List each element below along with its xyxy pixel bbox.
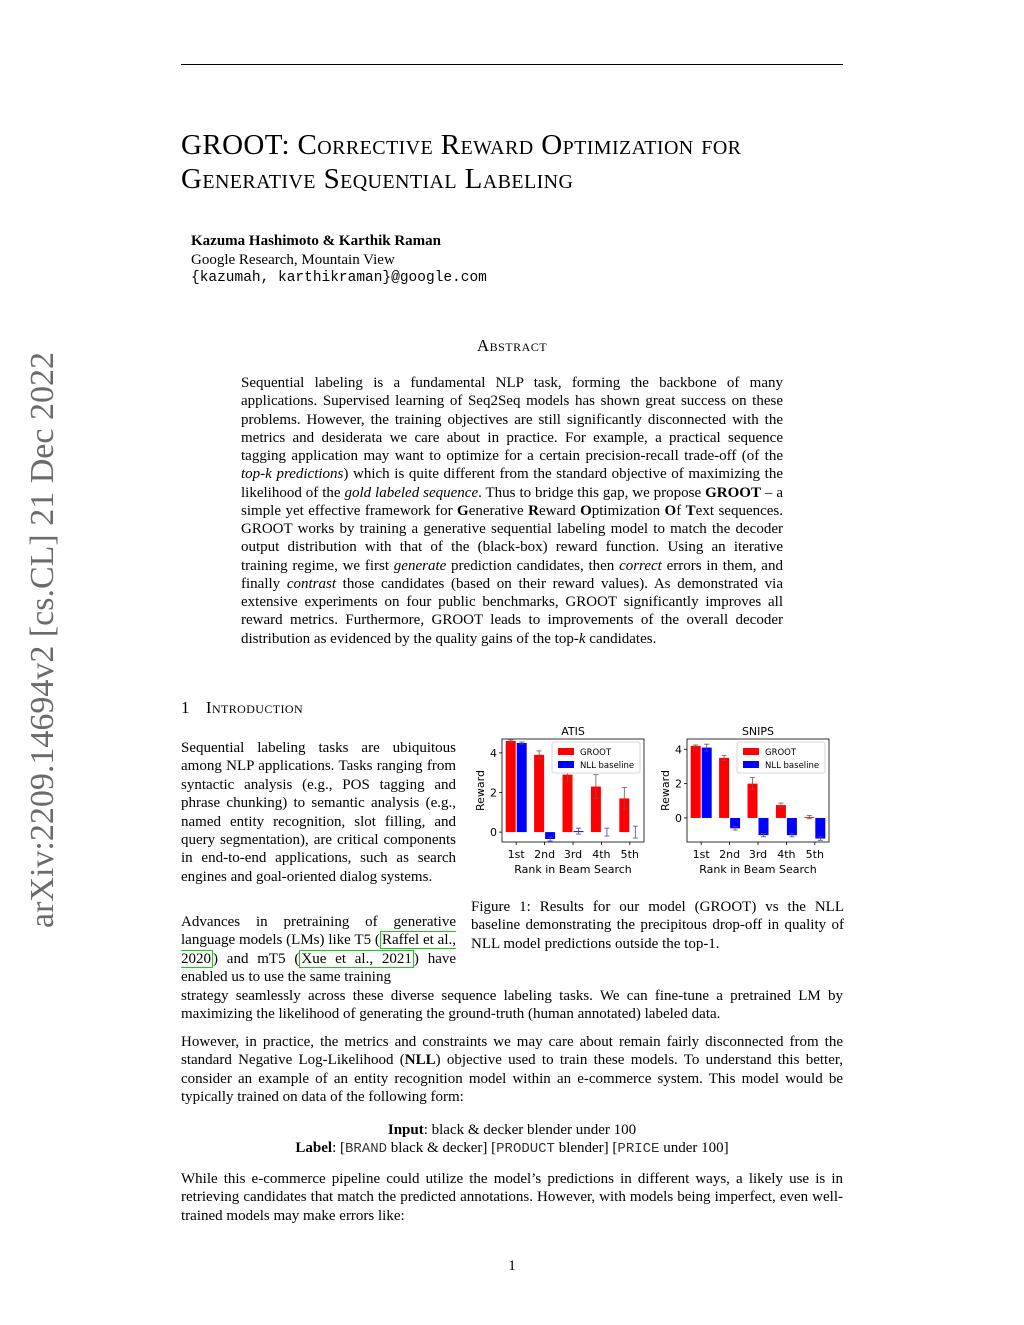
example-input <box>181 1121 843 1139</box>
y-tick-label: 2 <box>675 777 682 791</box>
abstract-body <box>241 374 783 648</box>
chart-snips-svg <box>655 722 841 890</box>
y-axis-label: Reward <box>659 770 672 811</box>
intro-paragraph-4: While this e-commerce pipeline could utilize the model’s predictions in different ways, a likely use is in retrieving candidates that match the predicted annotations. However, with models being imperfect, even well-trained models may make errors like: <box>181 1171 843 1224</box>
intro-paragraph-3 <box>181 1033 843 1107</box>
abstract-text: f <box>676 502 686 519</box>
label-label: Label <box>295 1140 333 1157</box>
y-tick-label: 0 <box>675 811 682 825</box>
legend-label: GROOT <box>580 748 612 758</box>
intro-text: ) have enabled us to use the same training <box>181 950 457 986</box>
legend-swatch <box>558 761 574 768</box>
x-tick-label: 1st <box>692 848 710 861</box>
label-text: blender] [ <box>554 1140 618 1157</box>
abstract-text: ext sequences. GROOT works by training a generative sequential labeling model to match the decoder output distribution with that of the (black-box) reward function. Using an iterative training regime, we first <box>241 502 783 574</box>
abstract-text: . Thus to bridge this gap, we propose <box>478 484 706 501</box>
y-tick-label: 4 <box>490 746 497 760</box>
figure-caption: Figure 1: Results for our model (GROOT) vs the NLL baseline demonstrating the precipitous drop-off in quality of NLL model predictions outside the top-1. <box>471 899 844 952</box>
chart-title: SNIPS <box>741 725 775 738</box>
author-email[interactable]: {kazumah, karthikraman}@google.com <box>191 270 487 286</box>
x-tick-label: 5th <box>805 848 824 861</box>
y-tick-label: 4 <box>675 743 682 757</box>
bar-groot <box>691 746 701 818</box>
page-number: 1 <box>508 1258 516 1274</box>
bar-groot <box>534 755 544 832</box>
abstract-bold: GROOT <box>705 484 761 501</box>
abstract-text: enerative <box>468 502 529 519</box>
x-tick-label: 2nd <box>719 848 741 861</box>
abstract-bold: R <box>528 502 539 519</box>
bar-groot <box>719 758 729 818</box>
abstract-bold: O <box>664 502 677 519</box>
bar-nll-baseline <box>815 818 825 839</box>
abstract-emphasis: gold labeled sequence <box>344 484 479 501</box>
paper-title <box>181 128 861 196</box>
label-tag: PRICE <box>617 1141 660 1158</box>
intro-text: However, in practice, the metrics and constraints we may care about remain fairly disconnected from the standard Negative Log-Likelihood ( <box>181 1034 843 1069</box>
abstract-emphasis: correct <box>619 557 662 574</box>
abstract-text: eward <box>538 502 581 519</box>
chart-atis-svg <box>470 722 656 890</box>
legend-label: GROOT <box>765 748 797 758</box>
example-label <box>181 1139 843 1158</box>
intro-paragraph-2 <box>181 913 456 987</box>
y-tick-label: 2 <box>490 786 497 800</box>
arxiv-stamp: arXiv:2209.14694v2 [cs.CL] 21 Dec 2022 <box>24 352 61 929</box>
x-tick-label: 2nd <box>534 848 556 861</box>
legend-label: NLL baseline <box>765 761 820 771</box>
chart-atis <box>470 722 656 890</box>
title-line-1: GROOT: Corrective Reward Optimization for <box>181 129 742 161</box>
intro-text: ) objective used to train these models. To understand this better, consider an example of an entity recognition model within an e-commerce system. This model would be typically trained on data of the following form: <box>181 1052 843 1106</box>
abstract-text: ) which is quite different from the standard objective of maximizing the likelihood of the <box>241 466 783 501</box>
abstract-text: candidates. <box>585 630 657 647</box>
bar-nll-baseline <box>702 748 712 818</box>
top-rule <box>181 64 843 65</box>
intro-text: Advances in pretraining of generative language models (LMs) like T5 ( <box>181 914 456 949</box>
bar-groot <box>563 775 573 832</box>
label-text: under 100] <box>659 1140 729 1157</box>
abstract-emphasis: top-k predictions <box>241 466 344 483</box>
section-number: 1 <box>181 698 190 717</box>
abstract-bold: O <box>580 502 592 519</box>
abstract-text: errors in them, and finally <box>241 557 783 592</box>
example-block <box>181 1121 843 1159</box>
abstract-text: Sequential labeling is a fundamental NLP task, forming the backbone of many applications. Supervised learning of Seq2Seq models has shown great success on these problems. However, the training objectives are still significantly disconnected with the metrics and desiderata we care about in practice. For example, a practical sequence tagging application may want to optimize for a certain precision-recall trade-off (of the <box>241 375 783 464</box>
abstract-emphasis: k <box>578 630 586 647</box>
x-tick-label: 3rd <box>563 848 583 861</box>
author-block <box>191 232 487 288</box>
legend-swatch <box>558 748 574 755</box>
abstract-heading: Abstract <box>476 336 548 355</box>
citation-link-raffel[interactable]: Raffel et al., 2020 <box>181 932 456 967</box>
abstract-text: prediction candidates, then <box>446 557 620 574</box>
label-text: black & decker] [ <box>387 1140 497 1157</box>
input-text: : black & decker blender under 100 <box>423 1122 637 1138</box>
abstract-emphasis: generate <box>393 557 447 574</box>
section-title: Introduction <box>205 698 304 717</box>
x-axis-label: Rank in Beam Search <box>699 863 817 876</box>
abstract-text: – a simple yet effective framework for <box>241 484 783 519</box>
abstract-bold: G <box>457 502 469 519</box>
title-line-2: Generative Sequential Labeling <box>181 163 574 195</box>
author-affiliation: Google Research, Mountain View <box>191 251 395 268</box>
bar-nll-baseline <box>787 818 797 835</box>
label-text: : [ <box>332 1140 346 1157</box>
abstract-paragraph <box>241 374 783 648</box>
nll-bold: NLL <box>404 1052 436 1069</box>
legend-swatch <box>743 748 759 755</box>
intro-paragraph-1: Sequential labeling tasks are ubiquitous among NLP applications. Tasks ranging from syntactic analysis (e.g., POS tagging and phrase chunking) to semantic analysis (e.g., named entity recognition, slot filling, and query segmentation), are critical components in end-to-end applications, such as search engines and goal-oriented dialog systems. <box>181 740 456 885</box>
bar-groot <box>506 741 516 832</box>
label-tag: PRODUCT <box>496 1141 555 1158</box>
x-tick-label: 4th <box>592 848 611 861</box>
abstract-text: those candidates (based on their reward values). As demonstrated via extensive experiments on four public benchmarks, GROOT significantly improves all reward metrics. Furthermore, GROOT leads to improvements of the overall decoder distribution as evidenced by the quality gains of the top- <box>241 575 783 647</box>
x-axis-label: Rank in Beam Search <box>514 863 632 876</box>
abstract-bold: T <box>685 502 696 519</box>
section-heading <box>181 698 303 718</box>
input-label: Input <box>387 1122 424 1138</box>
intro-paragraph-2-continued: strategy seamlessly across these diverse sequence labeling tasks. We can fine-tune a pretrained LM by maximizing the likelihood of generating the ground-truth (human annotated) labeled data. <box>181 988 843 1023</box>
chart-title: ATIS <box>561 725 585 738</box>
legend-label: NLL baseline <box>580 761 635 771</box>
legend-swatch <box>743 761 759 768</box>
author-names: Kazuma Hashimoto & Karthik Raman <box>191 233 442 249</box>
label-tag: BRAND <box>345 1141 388 1158</box>
chart-snips <box>655 722 841 890</box>
abstract-emphasis: contrast <box>286 575 336 592</box>
intro-text: ) and mT5 ( <box>213 950 300 967</box>
abstract-text: ptimization <box>591 502 665 519</box>
y-axis-label: Reward <box>474 770 487 811</box>
y-tick-label: 0 <box>490 826 497 840</box>
bar-nll-baseline <box>517 743 527 832</box>
x-tick-label: 4th <box>777 848 796 861</box>
x-tick-label: 1st <box>507 848 525 861</box>
x-tick-label: 5th <box>620 848 639 861</box>
x-tick-label: 3rd <box>748 848 768 861</box>
bar-nll-baseline <box>759 818 769 835</box>
citation-link-xue[interactable]: Xue et al., 2021 <box>301 950 412 967</box>
